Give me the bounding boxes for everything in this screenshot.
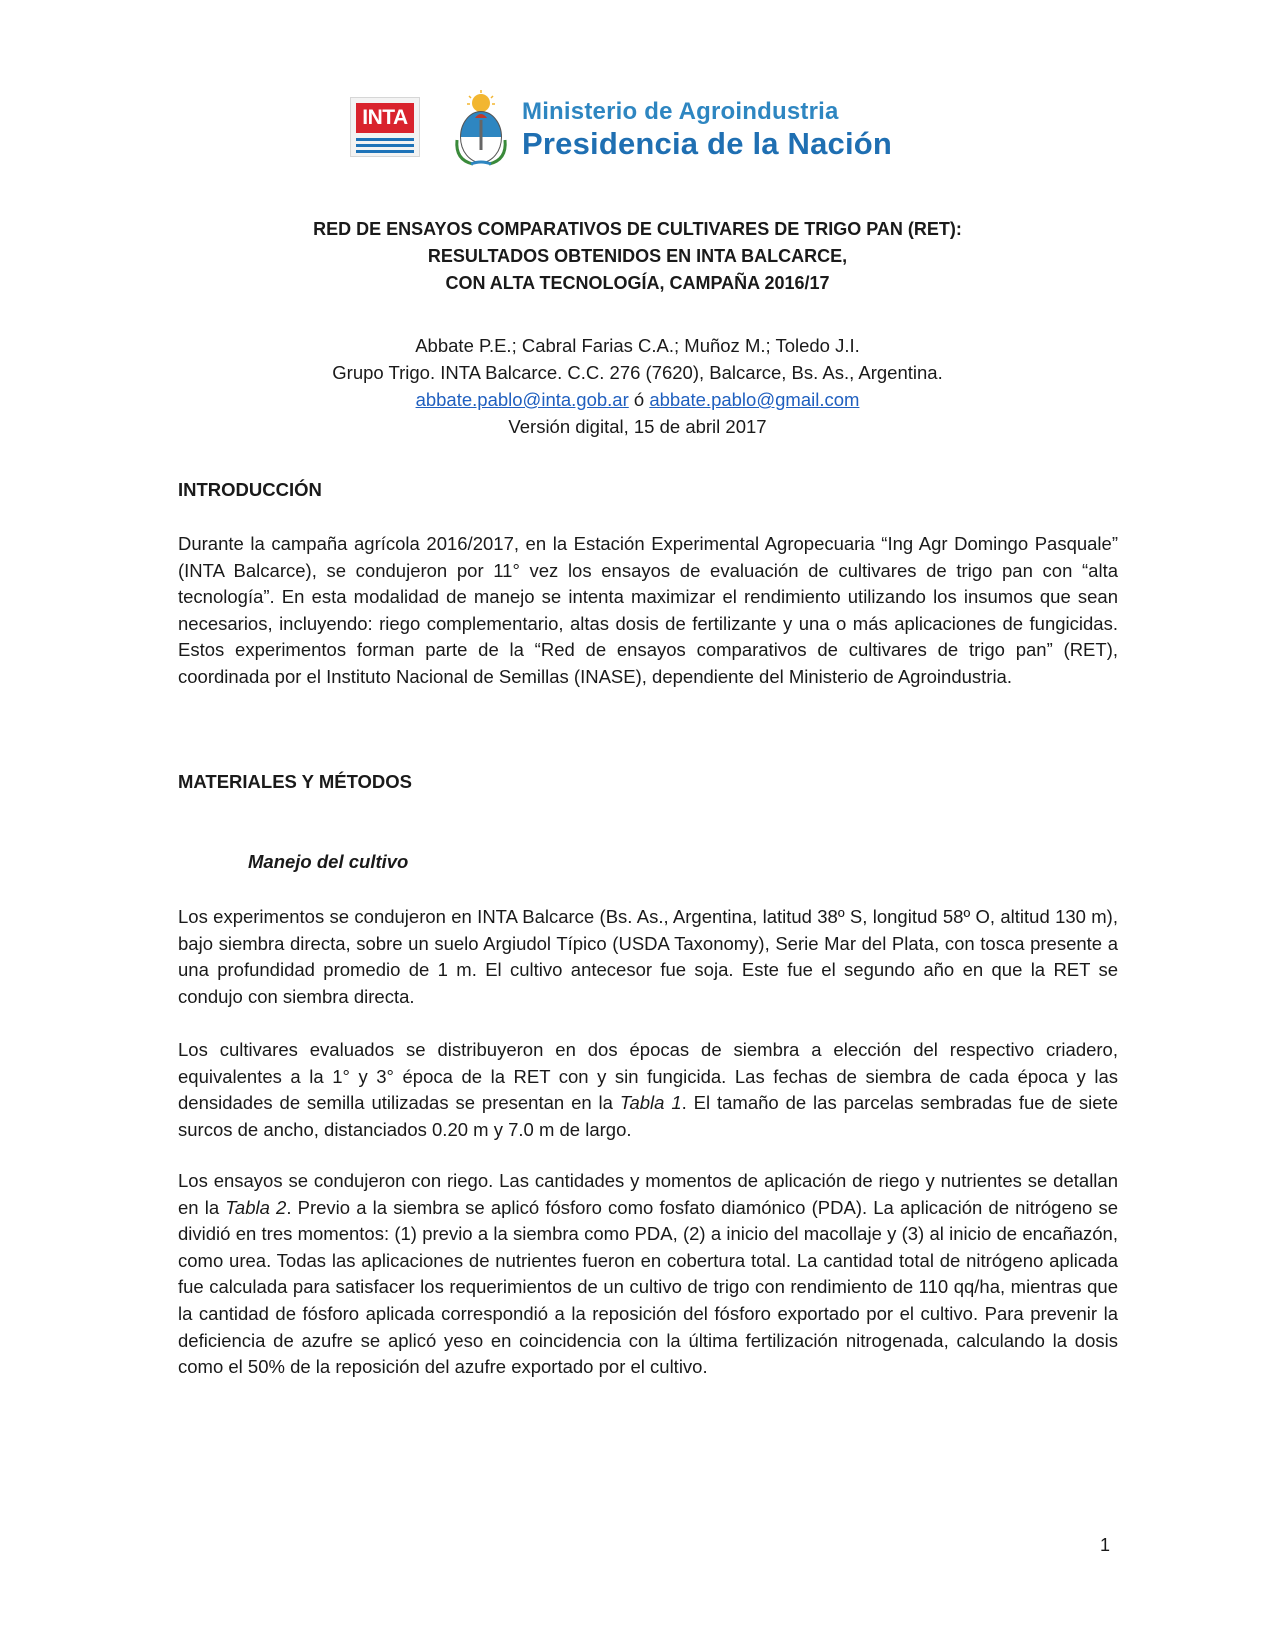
inta-logo — [350, 97, 420, 157]
table-2-reference: Tabla 2 — [225, 1196, 287, 1218]
title-line-3: CON ALTA TECNOLOGÍA, CAMPAÑA 2016/17 — [445, 273, 830, 293]
methods-paragraph-3 — [178, 1168, 1118, 1381]
table-1-reference: Tabla 1 — [619, 1092, 682, 1114]
inta-logo-text: INTA — [362, 106, 408, 129]
author-affiliation: Grupo Trigo. INTA Balcarce. C.C. 276 (7620), Balcarce, Bs. As., Argentina. — [332, 362, 943, 383]
p2-text-a: Los cultivares evaluados se distribuyeron en dos épocas de siembra a elección del respectivo criadero, equivalentes a la 1° y 3° época de la RET con y sin fungicida. Las fechas de siembra de cada época y las densidades de semilla utilizadas se presentan en la — [178, 1039, 1118, 1114]
ministry-wordmark — [522, 98, 892, 162]
author-emails — [0, 386, 1275, 413]
author-names: Abbate P.E.; Cabral Farias C.A.; Muñoz M.; Toledo J.I. — [415, 335, 860, 356]
presidency-name: Presidencia de la Nación — [522, 126, 893, 161]
email-separator: ó — [628, 389, 650, 410]
methods-paragraph-1: Los experimentos se condujeron en INTA Balcarce (Bs. As., Argentina, latitud 38º S, longitud 58º O, altitud 130 m), bajo siembra directa, sobre un suelo Argiudol Típico (USDA Taxonomy), Serie Mar del Plata, con tosca presente a una profundidad promedio de 1 m. El cultivo antecesor fue soja. Este fue el segundo año en que la RET se condujo con siembra directa. — [178, 906, 1118, 1007]
ministry-name: Ministerio de Agroindustria — [522, 98, 839, 125]
email-link-inta[interactable]: abbate.pablo@inta.gob.ar — [415, 389, 629, 410]
header-logos — [350, 90, 950, 170]
version-date: Versión digital, 15 de abril 2017 — [508, 416, 767, 437]
email-link-gmail[interactable]: abbate.pablo@gmail.com — [649, 389, 860, 410]
p3-text-b: . Previo a la siembra se aplicó fósforo como fosfato diamónico (PDA). La aplicación de nitrógeno se dividió en tres momentos: (1) previo a la siembra como PDA, (2) a inicio del macollaje y (3) al inicio de encañazón, como urea. Todas las aplicaciones de nutrientes fueron en cobertura total. La cantidad total de nitrógeno aplicada fue calculada para satisfacer los requerimientos de un cultivo de trigo con rendimiento de 110 qq/ha, mientras que la cantidad de fósforo aplicada correspondió a la reposición del fósforo exportado por el cultivo. Para prevenir la deficiencia de azufre se aplicó yeso en coincidencia con la última fertilización nitrogenada, calculando la dosis como el 50% de la reposición del azufre exportado por el cultivo. — [178, 1196, 1118, 1378]
intro-paragraph: Durante la campaña agrícola 2016/2017, en la Estación Experimental Agropecuaria “Ing Agr Domingo Pasquale” (INTA Balcarce), se condujeron por 11° vez los ensayos de evaluación de cultivares de trigo pan con “alta tecnología”. En esta modalidad de manejo se intenta maximizar el rendimiento utilizando los insumos que sean necesarios, incluyendo: riego complementario, altas dosis de fertilizante y una o más aplicaciones de fungicidas. Estos experimentos forman parte de la “Red de ensayos comparativos de cultivares de trigo pan” (RET), coordinada por el Instituto Nacional de Semillas (INASE), dependiente del Ministerio de Agroindustria. — [178, 533, 1118, 687]
crop-management-subheading: Manejo del cultivo — [248, 851, 409, 872]
author-block — [0, 332, 1275, 440]
p3-text-a: Los ensayos se condujeron con riego. Las cantidades y momentos de aplicación de riego y nutrientes se detallan en la — [178, 1170, 1118, 1218]
intro-heading: INTRODUCCIÓN — [178, 479, 322, 500]
methods-paragraph-2 — [178, 1037, 1118, 1143]
page-number: 1 — [1100, 1535, 1111, 1555]
title-line-1: RED DE ENSAYOS COMPARATIVOS DE CULTIVARES DE TRIGO PAN (RET): — [313, 219, 962, 239]
document-title — [0, 216, 1275, 297]
p2-text-b: . El tamaño de las parcelas sembradas fue de siete surcos de ancho, distanciados 0.20 m y 7.0 m de largo. — [178, 1092, 1118, 1140]
methods-heading: MATERIALES Y MÉTODOS — [178, 771, 413, 792]
argentina-coat-of-arms-icon — [453, 90, 509, 168]
title-line-2: RESULTADOS OBTENIDOS EN INTA BALCARCE, — [427, 246, 848, 266]
